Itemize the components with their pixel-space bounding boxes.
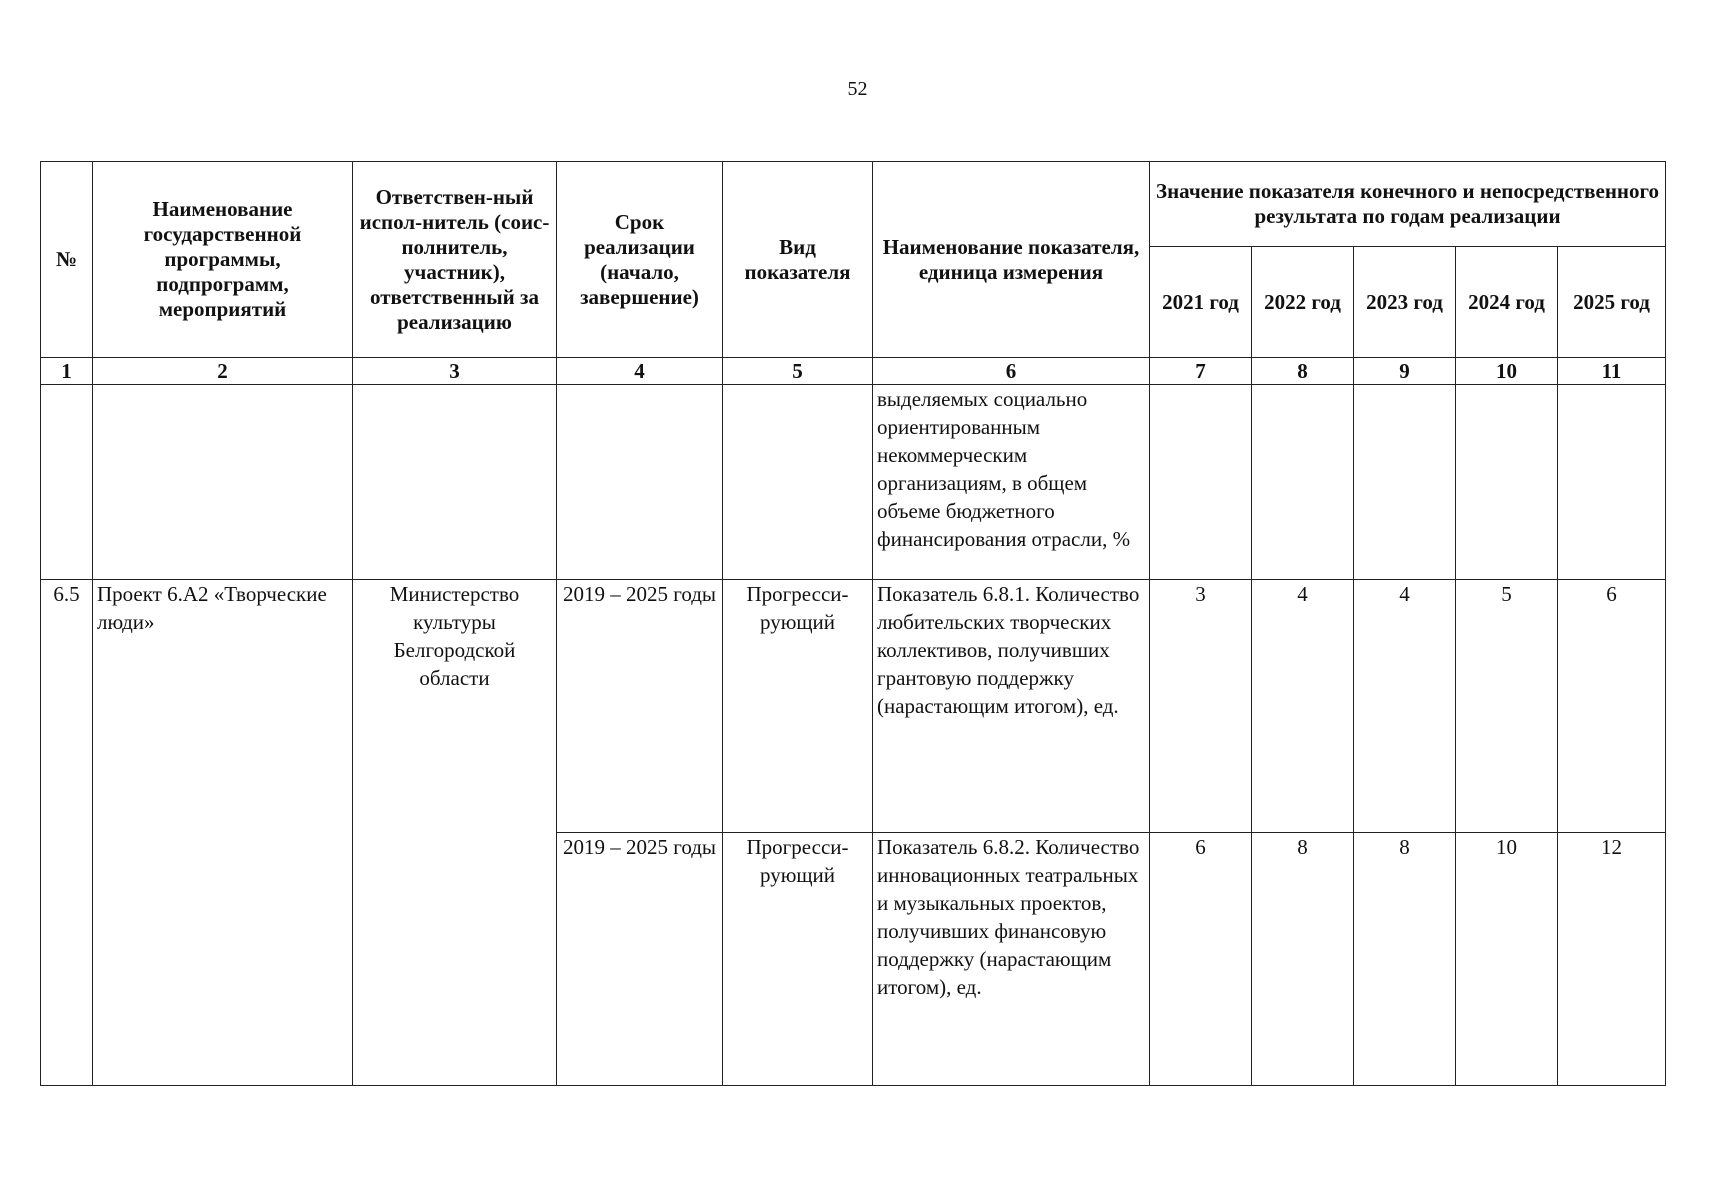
cell-executor: Министерство культуры Белгородской области: [353, 580, 557, 1086]
cell-program: Проект 6.А2 «Творческие люди»: [93, 580, 353, 1086]
cell-value: 8: [1354, 833, 1456, 1086]
header-kind: Вид показателя: [723, 162, 873, 358]
header-year: 2023 год: [1354, 247, 1456, 358]
column-number: 7: [1150, 358, 1252, 385]
cell-value: 4: [1354, 580, 1456, 833]
table-row: [41, 580, 1666, 833]
cell-value: 5: [1456, 580, 1558, 833]
column-number: 10: [1456, 358, 1558, 385]
column-numbers-row: [41, 358, 1666, 385]
header-period: Срок реализации (начало, завершение): [557, 162, 723, 358]
cell-num: 6.5: [41, 580, 93, 1086]
header-indicator: Наименование показателя, единица измерения: [873, 162, 1150, 358]
column-number: 2: [93, 358, 353, 385]
cell-value: [1456, 385, 1558, 580]
column-number: 3: [353, 358, 557, 385]
cell-value: [1558, 385, 1666, 580]
cell-value: 10: [1456, 833, 1558, 1086]
table-row: [41, 385, 1666, 580]
cell-period: [557, 385, 723, 580]
cell-program: [93, 385, 353, 580]
header-year: 2024 год: [1456, 247, 1558, 358]
header-program: Наименование государственной программы, подпрограмм, мероприятий: [93, 162, 353, 358]
cell-value: 4: [1252, 580, 1354, 833]
header-year: 2022 год: [1252, 247, 1354, 358]
header-executor: Ответствен-ный испол-нитель (соис-полнитель, участник), ответственный за реализацию: [353, 162, 557, 358]
cell-value: [1252, 385, 1354, 580]
header-year: 2021 год: [1150, 247, 1252, 358]
cell-value: 3: [1150, 580, 1252, 833]
cell-value: [1150, 385, 1252, 580]
cell-period: 2019 – 2025 годы: [557, 833, 723, 1086]
column-number: 6: [873, 358, 1150, 385]
cell-indicator: Показатель 6.8.1. Количество любительских творческих коллективов, получивших грантовую поддержку (нарастающим итогом), ед.: [873, 580, 1150, 833]
cell-kind: Прогресси-рующий: [723, 580, 873, 833]
cell-kind: Прогресси-рующий: [723, 833, 873, 1086]
cell-executor: [353, 385, 557, 580]
cell-value: [1354, 385, 1456, 580]
column-number: 11: [1558, 358, 1666, 385]
header-values-group: Значение показателя конечного и непосредственного результата по годам реализации: [1150, 162, 1666, 247]
column-number: 1: [41, 358, 93, 385]
cell-value: 8: [1252, 833, 1354, 1086]
column-number: 4: [557, 358, 723, 385]
header-row: [41, 162, 1666, 247]
indicators-table: [40, 161, 1666, 1086]
column-number: 5: [723, 358, 873, 385]
page-number: 52: [847, 78, 868, 100]
cell-value: 6: [1150, 833, 1252, 1086]
cell-value: 12: [1558, 833, 1666, 1086]
column-number: 9: [1354, 358, 1456, 385]
cell-num: [41, 385, 93, 580]
cell-value: 6: [1558, 580, 1666, 833]
cell-period: 2019 – 2025 годы: [557, 580, 723, 833]
cell-kind: [723, 385, 873, 580]
header-num: №: [41, 162, 93, 358]
column-number: 8: [1252, 358, 1354, 385]
cell-indicator: Показатель 6.8.2. Количество инновационных театральных и музыкальных проектов, получивших финансовую поддержку (нарастающим итогом), ед.: [873, 833, 1150, 1086]
header-year: 2025 год: [1558, 247, 1666, 358]
cell-indicator: выделяемых социально ориентированным некоммерческим организациям, в общем объеме бюджетного финансирования отрасли, %: [873, 385, 1150, 580]
